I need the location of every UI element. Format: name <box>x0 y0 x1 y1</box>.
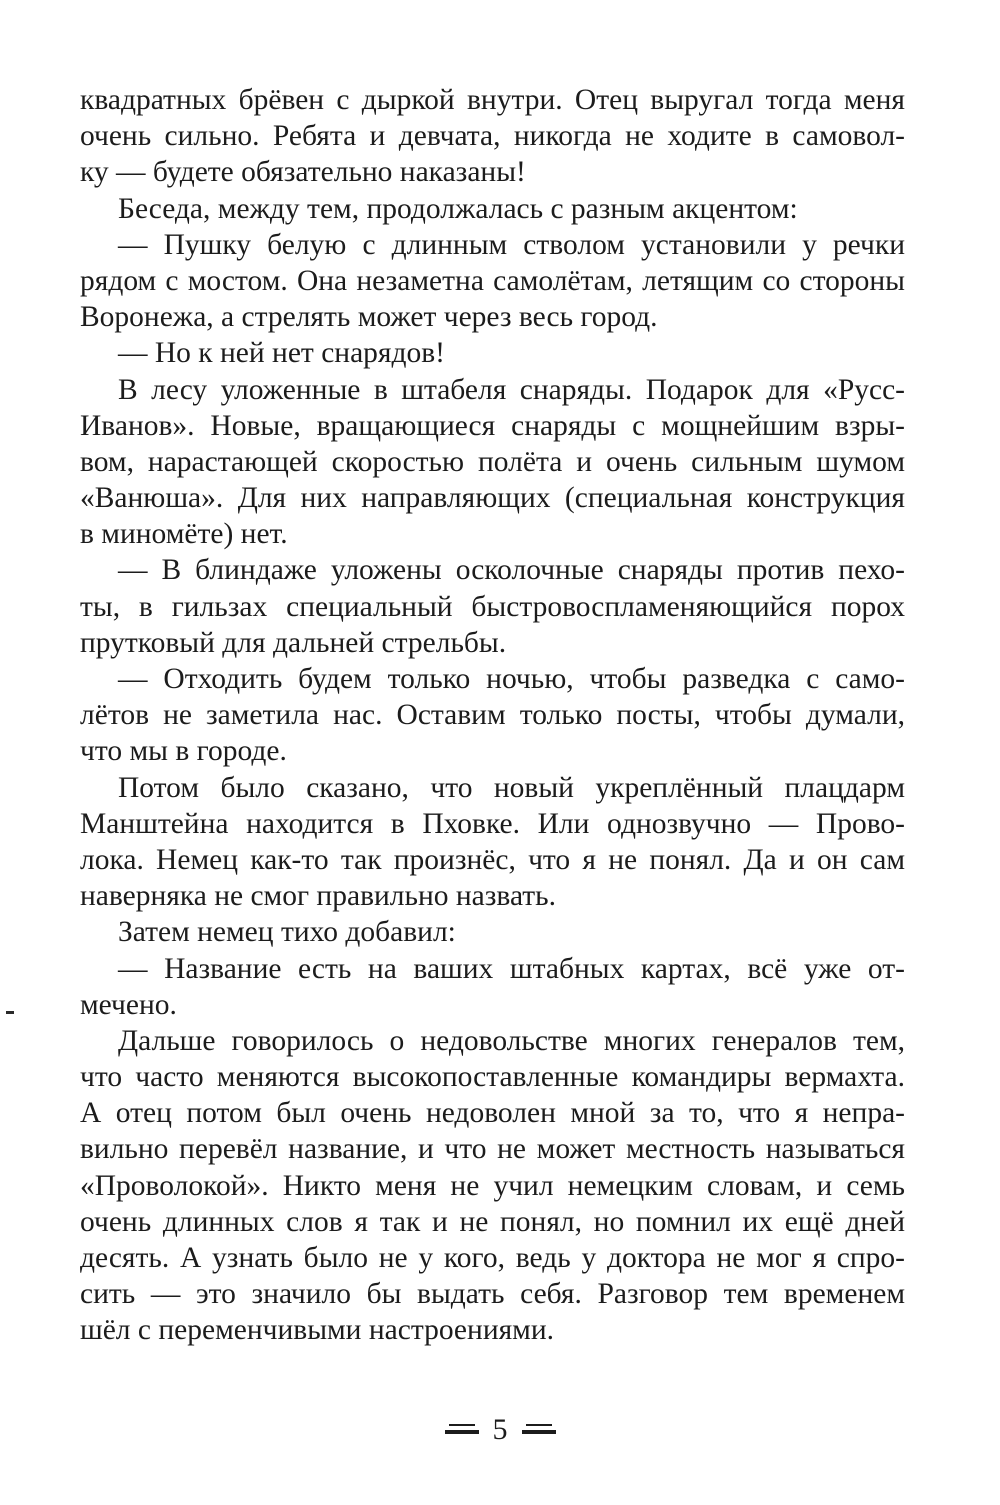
text-line: наверняка не смог правильно назвать. <box>80 880 556 913</box>
text-line: Воронежа, а стрелять может через весь город. <box>80 301 658 334</box>
text-line: лётов не заметила нас. Оставим только посты, чтобы думали, <box>80 699 905 732</box>
text-line: мечено. <box>80 988 177 1021</box>
text-line: Беседа, между тем, продолжалась с разным акцентом: <box>118 192 798 225</box>
text-line: что часто меняются высокопоставленные командиры вермахта. <box>80 1061 905 1094</box>
text-line: ты, в гильзах специальный быстровоспламеняющийся порох <box>80 590 905 623</box>
text-line: рядом с мостом. Она незаметна самолётам, летящим со стороны <box>80 264 905 297</box>
margin-mark <box>6 1011 14 1014</box>
text-line: прутковый для дальней стрельбы. <box>80 626 507 659</box>
text-line: «Ванюша». Для них направляющих (специальная конструкция <box>80 482 905 515</box>
text-line: А отец потом был очень недоволен мной за то, что я непра- <box>80 1097 905 1130</box>
page-number: 5 <box>492 1413 508 1446</box>
text-line: В лесу уложенные в штабеля снаряды. Подарок для «Русс- <box>118 373 905 406</box>
text-line: — Пушку белую с длинным стволом установили у речки <box>118 228 905 261</box>
body-text <box>80 82 905 1349</box>
right-ornament <box>522 1430 556 1434</box>
text-line: — Но к ней нет снарядов! <box>118 337 446 370</box>
page-footer <box>0 1410 1000 1450</box>
text-line: сить — это значило бы выдать себя. Разговор тем временем <box>80 1278 905 1311</box>
text-line: ку — будете обязательно наказаны! <box>80 156 526 189</box>
text-line: вом, нарастающей скоростью полёта и очень сильным шумом <box>80 445 905 478</box>
text-line: лока. Немец как-то так произнёс, что я не понял. Да и он сам <box>80 843 905 876</box>
text-line: Затем немец тихо добавил: <box>118 916 456 949</box>
text-line: квадратных брёвен с дыркой внутри. Отец выругал тогда меня <box>80 84 905 116</box>
text-line: что мы в городе. <box>80 735 287 768</box>
text-line: — Отходить будем только ночью, чтобы разведка с само- <box>118 663 905 695</box>
text-line: Иванов». Новые, вращающиеся снаряды с мощнейшим взры- <box>80 409 905 442</box>
text-line: — Название есть на ваших штабных картах, всё уже от- <box>118 952 905 985</box>
text-line: десять. А узнать было не у кого, ведь у доктора не мог я спро- <box>80 1242 905 1274</box>
text-line: очень длинных слов я так и не понял, но помнил их ещё дней <box>80 1205 905 1238</box>
text-line: очень сильно. Ребята и девчата, никогда не ходите в самовол- <box>80 120 905 153</box>
text-line: Потом было сказано, что новый укреплённый плацдарм <box>118 771 905 804</box>
text-line: Манштейна находится в Пховке. Или однозвучно — Прово- <box>80 807 905 840</box>
text-line: — В блиндаже уложены осколочные снаряды против пехо- <box>118 554 905 587</box>
left-ornament <box>445 1430 479 1434</box>
text-line: в миномёте) нет. <box>80 518 288 551</box>
text-line: «Проволокой». Никто меня не учил немецким словам, и семь <box>80 1169 905 1202</box>
text-line: шёл с переменчивыми настроениями. <box>80 1314 555 1347</box>
text-line: вильно перевёл название, и что не может местность называться <box>80 1133 905 1166</box>
text-line: Дальше говорилось о недовольстве многих генералов тем, <box>118 1024 905 1057</box>
